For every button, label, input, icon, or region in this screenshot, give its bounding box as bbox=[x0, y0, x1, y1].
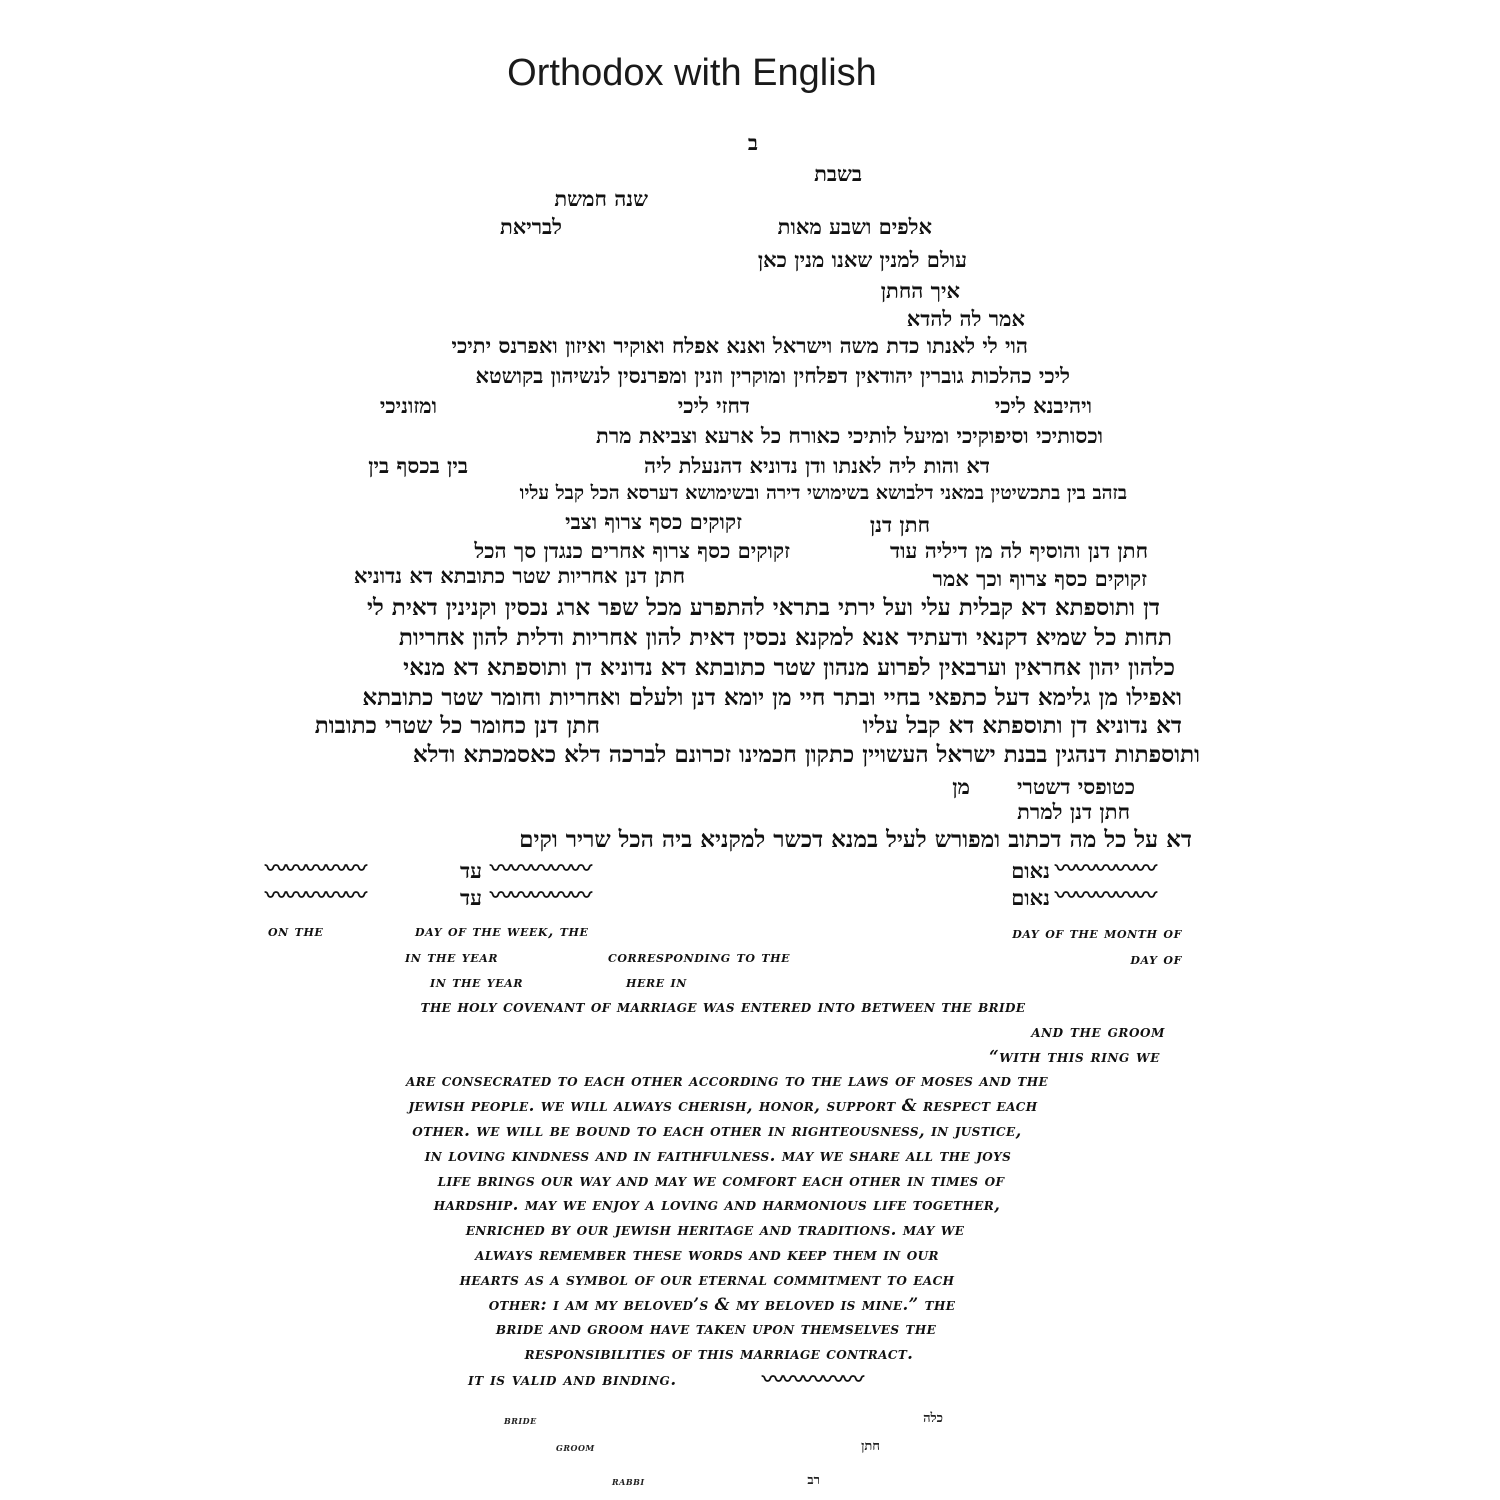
english-line-17: bride and groom have taken upon themselves the bbox=[495, 1319, 937, 1338]
english-line-6: “with this ring we bbox=[989, 1047, 1160, 1066]
hebrew-line-27b: נאום bbox=[1011, 885, 1050, 910]
hebrew-line-11: וכסותיכי וסיפוקיכי ומיעל לותיכי כאורח כל ארעא וצביאת מרת bbox=[596, 423, 1103, 448]
hebrew-line-13: בזהב בין בתכשיטין במאני דלבושא בשימושי דירה ובשימושא דערסא הכל קבל עליו bbox=[519, 482, 1127, 504]
english-line-18: responsibilities of this marriage contract. bbox=[524, 1344, 914, 1363]
hebrew-line-10c: ומזוניכי bbox=[379, 393, 437, 418]
hebrew-line-3: שנה חמשת bbox=[554, 186, 648, 211]
english-line-9: other. we will be bound to each other in righteousness, in justice, bbox=[412, 1121, 1022, 1140]
flourish-binding: 〰〰〰〰〰 bbox=[762, 1367, 863, 1393]
english-line-3a: in the year bbox=[430, 973, 524, 991]
english-line-2b: corresponding to the bbox=[608, 948, 791, 966]
page-title-text: Orthodox with English bbox=[507, 52, 877, 94]
english-line-3b: here in bbox=[626, 973, 687, 991]
hebrew-line-5: עולם למנין שאנו מנין כאן bbox=[757, 247, 967, 272]
english-line-8: jewish people. we will always cherish, honor, support & respect each bbox=[408, 1096, 1038, 1115]
page-title bbox=[0, 52, 1500, 95]
flourish-witness-2-left: 〰〰〰〰〰 bbox=[265, 883, 366, 909]
rabbi-label-en: rabbi bbox=[612, 1475, 645, 1488]
english-line-11: life brings our way and may we comfort each other in times of bbox=[437, 1171, 1005, 1190]
english-line-15: hearts as a symbol of our eternal commitment to each bbox=[459, 1270, 955, 1289]
bride-label-en: bride bbox=[504, 1414, 537, 1427]
hebrew-line-15b: זקוקים כסף צרוף אחרים כנגדן סך הכל bbox=[474, 538, 790, 563]
hebrew-line-16b: חתן דנן אחריות שטר כתובתא דא נדוניא bbox=[353, 563, 685, 588]
hebrew-line-8: הוי לי לאנתו כדת משה וישראל ואנא אפלח ואוקיר ואיזון ואפרנס יתיכי bbox=[451, 333, 1028, 358]
english-line-1b: day of the week, the bbox=[415, 922, 589, 940]
english-line-16: other: i am my beloved’s & my beloved is mine.” the bbox=[488, 1295, 956, 1314]
hebrew-line-22: ותוספתות דנהגין בבנת ישראל העשויין כתקון חכמינו זכרונם לברכה דלא כאסמכתא ודלא bbox=[412, 741, 1200, 768]
hebrew-line-2: בשבת bbox=[814, 161, 862, 186]
hebrew-line-18: תחות כל שמיא דקנאי ודעתיד אנא למקנא נכסין דאית להון אחריות ודלית להון אחריות bbox=[398, 624, 1172, 651]
flourish-witness-1-left: 〰〰〰〰〰 bbox=[265, 856, 366, 882]
hebrew-line-24: חתן דנן למרת bbox=[1017, 799, 1130, 824]
hebrew-line-23b: מן bbox=[952, 774, 970, 799]
hebrew-line-17: דן ותוספתא דא קבלית עלי ועל ירתי בתראי להתפרע מכל שפר ארג נכסין וקנינין דאית לי bbox=[367, 594, 1160, 621]
groom-label-he: חתן bbox=[861, 1439, 880, 1454]
hebrew-line-6: איך החתן bbox=[880, 278, 960, 303]
hebrew-line-14b: זקוקים כסף צרוף וצבי bbox=[565, 509, 742, 534]
hebrew-line-10b: דחזי ליכי bbox=[677, 393, 750, 418]
english-line-7: are consecrated to each other according to the laws of moses and the bbox=[405, 1071, 1049, 1090]
english-line-19: it is valid and binding. bbox=[468, 1370, 677, 1389]
english-line-1c: day of the month of bbox=[1012, 924, 1182, 942]
flourish-witness-1-mid: 〰〰〰〰〰 bbox=[490, 856, 591, 882]
hebrew-line-21a: דא נדוניא דן ותוספתא דא קבל עליו bbox=[862, 712, 1182, 739]
flourish-witness-2-right: 〰〰〰〰〰 bbox=[1055, 883, 1156, 909]
flourish-witness-2-mid: 〰〰〰〰〰 bbox=[490, 883, 591, 909]
rabbi-label-he: רב bbox=[807, 1473, 820, 1488]
english-line-1a: on the bbox=[268, 922, 324, 940]
groom-label-en: groom bbox=[556, 1441, 595, 1454]
bride-label-he: כלה bbox=[923, 1411, 943, 1426]
hebrew-line-27a: עד bbox=[460, 885, 482, 910]
hebrew-line-21b: חתן דנן כחומר כל שטרי כתובות bbox=[314, 712, 600, 739]
hebrew-line-16a: זקוקים כסף צרוף וכך אמר bbox=[932, 566, 1147, 591]
english-line-12: hardship. may we enjoy a loving and harmonious life together, bbox=[433, 1195, 1001, 1214]
english-line-14: always remember these words and keep them in our bbox=[475, 1245, 939, 1264]
english-line-4: the holy covenant of marriage was entered into between the bride bbox=[420, 997, 1026, 1016]
hebrew-line-4a: לבריאת bbox=[499, 214, 562, 239]
english-line-5: and the groom bbox=[1031, 1022, 1165, 1041]
hebrew-line-12a: דא והות ליה לאנתו ודן נדוניא דהנעלת ליה bbox=[644, 453, 990, 478]
english-line-10: in loving kindness and in faithfulness. may we share all the joys bbox=[424, 1146, 1012, 1165]
hebrew-line-9: ליכי כהלכות גוברין יהודאין דפלחין ומוקרין וזנין ומפרנסין לנשיהון בקושטא bbox=[475, 363, 1070, 388]
hebrew-line-4b: אלפים ושבע מאות bbox=[777, 214, 932, 239]
hebrew-line-7: אמר לה להדא bbox=[906, 306, 1025, 331]
hebrew-line-19: כלהון יהון אחראין וערבאין לפרוע מנהון שטר כתובתא דא נדוניא דן ותוספתא דא מנאי bbox=[403, 654, 1175, 681]
hebrew-line-23a: כטופסי דשטרי bbox=[1017, 774, 1135, 799]
english-line-2a: in the year bbox=[405, 948, 499, 966]
hebrew-line-10a: ויהיבנא ליכי bbox=[994, 393, 1092, 418]
hebrew-line-12b: בין בכסף בין bbox=[368, 453, 468, 478]
hebrew-line-26b: נאום bbox=[1011, 858, 1050, 883]
english-line-2c: day of bbox=[1130, 950, 1182, 968]
hebrew-line-20: ואפילו מן גלימא דעל כתפאי בחיי ובתר חיי מן יומא דנן ולעלם ואחריות וחומר שטר כתובתא bbox=[362, 684, 1182, 711]
english-line-13: enriched by our jewish heritage and traditions. may we bbox=[465, 1220, 965, 1239]
hebrew-line-15a: חתן דנן והוסיף לה מן דיליה עוד bbox=[890, 538, 1148, 563]
hebrew-line-bet: ב bbox=[747, 130, 758, 155]
hebrew-line-14a: חתן דנן bbox=[869, 512, 930, 537]
hebrew-line-25: דא על כל מה דכתוב ומפורש לעיל במנא דכשר למקניא ביה הכל שריר וקים bbox=[519, 826, 1192, 853]
hebrew-line-26a: עד bbox=[460, 858, 482, 883]
flourish-witness-1-right: 〰〰〰〰〰 bbox=[1055, 856, 1156, 882]
